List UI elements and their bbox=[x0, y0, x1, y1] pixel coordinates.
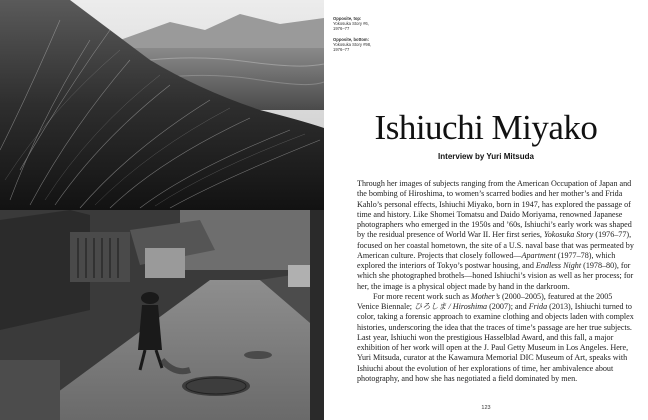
body-paragraph-2 bbox=[357, 292, 636, 384]
reeds-illustration bbox=[0, 0, 324, 210]
article-body bbox=[357, 179, 636, 384]
photo-reeds-by-sea bbox=[0, 0, 324, 210]
caption-work: Yokosuka Story #6, bbox=[333, 21, 369, 26]
text-run: (2013), Ishiuchi turned to color, taking a forensic approach to examine clothing and objects laden with complex histories, underscoring the idea that the traces of time’s passage are her true subjects. Last year, Ishiuchi won the prestigious Hasselblad Award, and this fall, a major exhibition of her work will open at the J. Paul Getty Museum in Los Angeles. Here, Yuri Mitsuda, curator at the Kawamura Memorial DIC Museum of Art, speaks with Ishiuchi about the evolution of her explorations of time, her ambivalence about photography, and how she has negotiated a field dominated by men. bbox=[357, 302, 634, 383]
series-title: Frida bbox=[528, 302, 548, 311]
page-number: 123 bbox=[481, 405, 491, 411]
caption-label: Opposite, bottom: bbox=[333, 37, 370, 42]
caption-label: Opposite, top: bbox=[333, 16, 362, 21]
caption-work: Yokosuka Story #98, bbox=[333, 42, 372, 47]
body-paragraph-1 bbox=[357, 179, 636, 292]
text-run: (2000–2005), featured at the 2005 Venice Biennale; bbox=[357, 291, 613, 311]
series-title: Apartment bbox=[521, 250, 556, 260]
series-title: Yokosuka Story bbox=[543, 230, 594, 240]
text-run: (1976–77), focused on her coastal hometown, the site of a U.S. naval base that was permeated by American culture. Projects that closely followed— bbox=[357, 230, 634, 260]
article-title: Ishiuchi Miyako bbox=[374, 108, 598, 147]
text-run: For more recent work such as bbox=[373, 291, 471, 301]
series-title: ひろしま / Hiroshima bbox=[414, 302, 488, 311]
article-byline: Interview by Yuri Mitsuda bbox=[438, 152, 534, 161]
text-run: (2007); and bbox=[487, 302, 529, 311]
caption-date: 1976–77 bbox=[333, 26, 350, 31]
caption-date: 1976–77 bbox=[333, 47, 350, 52]
series-title: Endless Night bbox=[535, 261, 582, 270]
photo-child-on-street bbox=[0, 210, 324, 420]
series-title: Mother’s bbox=[471, 291, 500, 301]
photo-caption-bottom bbox=[333, 37, 393, 52]
text-run: Through her images of subjects ranging from the American Occupation of Japan and the bombing of Hiroshima, to women’s scarred bodies and her mother’s and Frida Kahlo’s personal effects, Ishiuchi Miyako, born in 1947, has explored the passage of time and history. Like Shomei Tomatsu and Daido Moriyama, renowned Japanese photographers who emerged in the 1950s and ’60s, Ishiuchi’s early work was shaped by the residual presence of World War II. Her first series, bbox=[357, 179, 632, 240]
street-illustration bbox=[0, 210, 324, 420]
text-run: (1978–80), for which she photographed brothels—honed Ishiuchi’s vision as well as her process; for her, the image is a physical object made by hand in the darkroom. bbox=[357, 261, 634, 291]
photo-caption-top bbox=[333, 16, 393, 31]
text-run: (1977–78), which explored the interiors of Tokyo’s postwar housing, and bbox=[357, 250, 616, 270]
